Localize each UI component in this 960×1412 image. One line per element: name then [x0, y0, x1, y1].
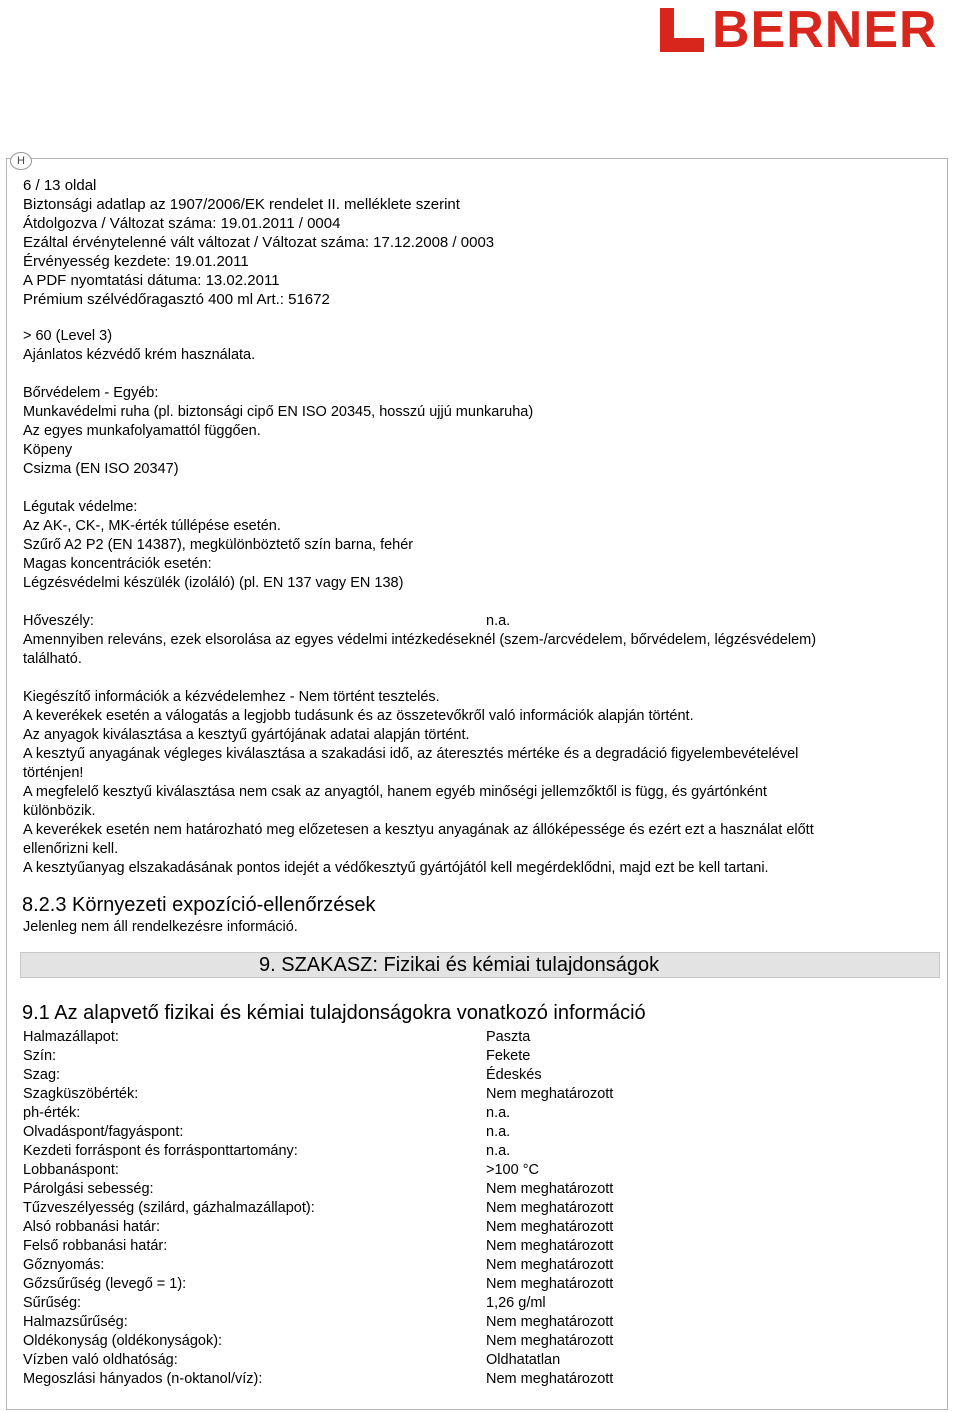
- property-label: Oldékonyság (oldékonyságok):: [23, 1333, 223, 1349]
- berner-logo: [660, 1, 938, 59]
- text-line: A megfelelő kesztyű kiválasztása nem csak az anyagtól, hanem egyéb minőségi jellemzőktől is függ, és gyártónként: [23, 784, 767, 800]
- text-line: ellenőrizni kell.: [23, 841, 119, 857]
- header-line-revision: Átdolgozva / Változat száma: 19.01.2011 / 0004: [23, 215, 341, 232]
- text-line: történjen!: [23, 765, 84, 781]
- text-line: A keverékek esetén nem határozható meg előzetesen a kesztyu anyagának az állóképessége és ezért ezt a használat előtt: [23, 822, 814, 838]
- section-823-text: Jelenleg nem áll rendelkezésre információ.: [23, 919, 298, 935]
- text-line: található.: [23, 651, 82, 667]
- property-label: ph-érték:: [23, 1105, 81, 1121]
- property-value: >100 °C: [486, 1162, 539, 1178]
- text-line: Csizma (EN ISO 20347): [23, 461, 179, 477]
- property-value: 1,26 g/ml: [486, 1295, 546, 1311]
- text-line: Az AK-, CK-, MK-érték túllépése esetén.: [23, 518, 281, 534]
- property-value: Nem meghatározott: [486, 1333, 614, 1349]
- text-line: Amennyiben releváns, ezek elsorolása az egyes védelmi intézkedéseknél (szem-/arcvédelem, bőrvédelem, légzésvédelem): [23, 632, 817, 648]
- property-label: Alsó robbanási határ:: [23, 1219, 161, 1235]
- heat-hazard-label: Hőveszély:: [23, 613, 94, 629]
- property-value: Nem meghatározott: [486, 1200, 614, 1216]
- berner-logo-mark: [660, 8, 704, 52]
- text-line: Köpeny: [23, 442, 73, 458]
- property-label: Szagküszöbérték:: [23, 1086, 139, 1102]
- header-line-valid-from: Érvényesség kezdete: 19.01.2011: [23, 253, 249, 270]
- text-line: Bőrvédelem - Egyéb:: [23, 385, 159, 401]
- property-label: Gőzsűrűség (levegő = 1):: [23, 1276, 187, 1292]
- property-value: Nem meghatározott: [486, 1219, 614, 1235]
- property-value: n.a.: [486, 1143, 511, 1159]
- property-value: Nem meghatározott: [486, 1238, 614, 1254]
- property-label: Lobbanáspont:: [23, 1162, 119, 1178]
- property-label: Gőznyomás:: [23, 1257, 105, 1273]
- property-value: Nem meghatározott: [486, 1371, 614, 1387]
- property-label: Vízben való oldhatóság:: [23, 1352, 178, 1368]
- text-line: Az anyagok kiválasztása a kesztyű gyártójának adatai alapján történt.: [23, 727, 470, 743]
- header-line-product: Prémium szélvédőragasztó 400 ml Art.: 51672: [23, 291, 330, 308]
- heat-hazard-value: n.a.: [486, 613, 511, 629]
- language-badge: H: [10, 152, 32, 170]
- property-value: Édeskés: [486, 1067, 542, 1083]
- text-line: Ajánlatos kézvédő krém használata.: [23, 347, 256, 363]
- text-line: A keverékek esetén a válogatás a legjobb tudásunk és az összetevőkről való információk alapján történt.: [23, 708, 694, 724]
- property-label: Olvadáspont/fagyáspont:: [23, 1124, 184, 1140]
- section-9-bar: [20, 952, 940, 978]
- text-line: Kiegészítő információk a kézvédelemhez - Nem történt tesztelés.: [23, 689, 440, 705]
- property-label: Tűzveszélyesség (szilárd, gázhalmazállapot):: [23, 1200, 315, 1216]
- property-value: Paszta: [486, 1029, 531, 1045]
- section-823-title: 8.2.3 Környezeti expozíció-ellenőrzések: [22, 894, 376, 916]
- property-value: Nem meghatározott: [486, 1314, 614, 1330]
- property-label: Megoszlási hányados (n-oktanol/víz):: [23, 1371, 263, 1387]
- text-line: > 60 (Level 3): [23, 328, 113, 344]
- text-line: A kesztyűanyag elszakadásának pontos idejét a védőkesztyű gyártójától kell megérdeklődni, majd ezt be kell tartani.: [23, 860, 769, 876]
- property-value: Nem meghatározott: [486, 1257, 614, 1273]
- text-line: különbözik.: [23, 803, 96, 819]
- header-line-print-date: A PDF nyomtatási dátuma: 13.02.2011: [23, 272, 280, 289]
- property-value: Fekete: [486, 1048, 531, 1064]
- property-label: Kezdeti forráspont és forrásponttartomány:: [23, 1143, 298, 1159]
- text-line: Az egyes munkafolyamattól függően.: [23, 423, 261, 439]
- section-9-title: 9. SZAKASZ: Fizikai és kémiai tulajdonságok: [259, 954, 660, 976]
- property-label: Halmazállapot:: [23, 1029, 119, 1045]
- property-value: Oldhatatlan: [486, 1352, 561, 1368]
- property-label: Sűrűség:: [23, 1295, 82, 1311]
- property-value: n.a.: [486, 1124, 511, 1140]
- property-value: Nem meghatározott: [486, 1086, 614, 1102]
- section-91-title: 9.1 Az alapvető fizikai és kémiai tulajdonságokra vonatkozó információ: [22, 1002, 646, 1024]
- text-line: A kesztyű anyagának végleges kiválasztása a szakadási idő, az áteresztés mértéke és a degradáció figyelembevételével: [23, 746, 799, 762]
- property-label: Szín:: [23, 1048, 57, 1064]
- text-line: Szűrő A2 P2 (EN 14387), megkülönböztető szín barna, fehér: [23, 537, 414, 553]
- berner-logo-text: BERNER: [712, 1, 938, 59]
- property-value: Nem meghatározott: [486, 1181, 614, 1197]
- header-line-regulation: Biztonsági adatlap az 1907/2006/EK rendelet II. melléklete szerint: [23, 196, 460, 213]
- property-value: Nem meghatározott: [486, 1276, 614, 1292]
- property-label: Felső robbanási határ:: [23, 1238, 168, 1254]
- property-label: Párolgási sebesség:: [23, 1181, 154, 1197]
- property-value: n.a.: [486, 1105, 511, 1121]
- property-label: Halmazsűrűség:: [23, 1314, 128, 1330]
- text-line: Munkavédelmi ruha (pl. biztonsági cipő EN ISO 20345, hosszú ujjú munkaruha): [23, 404, 534, 420]
- text-line: Magas koncentrációk esetén:: [23, 556, 212, 572]
- text-line: Légutak védelme:: [23, 499, 138, 515]
- property-label: Szag:: [23, 1067, 61, 1083]
- text-line: Légzésvédelmi készülék (izoláló) (pl. EN 137 vagy EN 138): [23, 575, 404, 591]
- page-number: 6 / 13 oldal: [23, 177, 97, 194]
- header-line-superseded: Ezáltal érvénytelenné vált változat / Változat száma: 17.12.2008 / 0003: [23, 234, 495, 251]
